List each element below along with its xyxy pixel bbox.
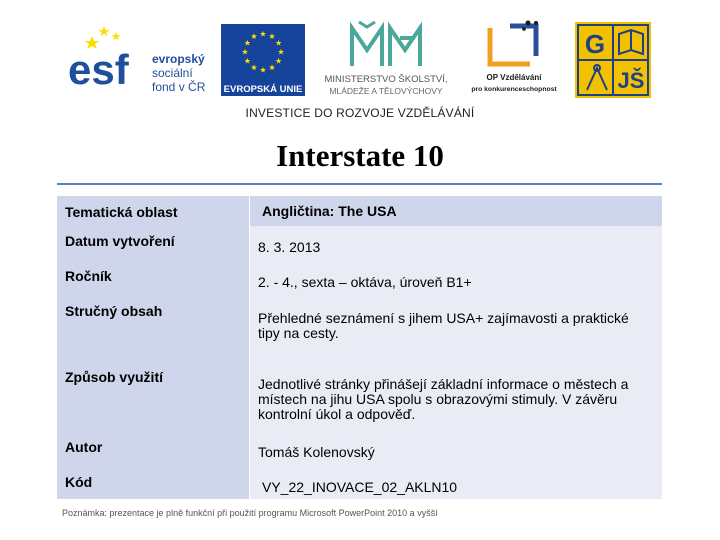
msmt-line-2: MLÁDEŽE A TĚLOVÝCHOVY — [329, 86, 443, 96]
table-row-datum-vytvoreni — [57, 226, 662, 261]
op-line-2: pro konkurenceschopnost — [471, 86, 557, 93]
row-value: Jednotlivé stránky přinášejí základní informace o městech a místech na jihu USA spolu s obrazovými stimuly. V závěru kontrolní úkol a odpověď. — [250, 362, 662, 432]
investment-banner: INVESTICE DO ROZVOJE VZDĚLÁVÁNÍ — [245, 106, 475, 120]
row-value: 2. - 4., sexta – oktáva, úroveň B1+ — [250, 261, 662, 296]
row-value: Angličtina: The USA — [250, 196, 662, 226]
esf-line-3: fond v ČR — [152, 80, 206, 94]
esf-wordmark: esf — [68, 46, 129, 93]
esf-line-2: sociální — [152, 66, 193, 80]
table-row-zpusob-vyuziti — [57, 362, 662, 432]
logo-strip — [0, 0, 720, 130]
table-row-autor — [57, 432, 662, 467]
msmt-logo — [312, 18, 460, 102]
table-row-rocnik — [57, 261, 662, 296]
op-logo — [468, 20, 560, 100]
eu-logo — [218, 22, 308, 97]
row-label: Tematická oblast — [57, 196, 249, 226]
page-title: Interstate 10 — [276, 138, 444, 173]
gjs-bottom: JŠ — [617, 68, 645, 93]
row-value: VY_22_INOVACE_02_AKLN10 — [250, 467, 662, 499]
table-row-strucny-obsah — [57, 296, 662, 362]
gjs-logo — [575, 22, 651, 98]
row-label: Datum vytvoření — [57, 226, 249, 261]
row-label: Způsob využití — [57, 362, 249, 432]
row-label: Kód — [57, 467, 249, 499]
op-arrow-icon — [490, 21, 538, 65]
msmt-line-1: MINISTERSTVO ŠKOLSTVÍ, — [324, 74, 448, 85]
esf-line-1: evropský — [152, 52, 205, 66]
row-label: Autor — [57, 432, 249, 467]
msmt-monogram-icon — [352, 28, 420, 66]
table-row-kod — [57, 467, 662, 499]
table-row-tematicka-oblast — [57, 196, 662, 226]
op-line-1: OP Vzdělávání — [486, 73, 542, 82]
row-value: 8. 3. 2013 — [250, 226, 662, 261]
gjs-top: G — [584, 29, 606, 59]
footnote: Poznámka: prezentace je plně funkční při použití programu Microsoft PowerPoint 2010 a vyšší — [62, 508, 438, 518]
eu-label: EVROPSKÁ UNIE — [223, 84, 303, 95]
row-label: Stručný obsah — [57, 296, 249, 362]
row-label: Ročník — [57, 261, 249, 296]
esf-logo — [66, 22, 206, 97]
row-value: Přehledné seznámení s jihem USA+ zajímavosti a praktické tipy na cesty. — [250, 296, 662, 362]
row-value: Tomáš Kolenovský — [250, 432, 662, 467]
title-divider — [57, 183, 662, 185]
